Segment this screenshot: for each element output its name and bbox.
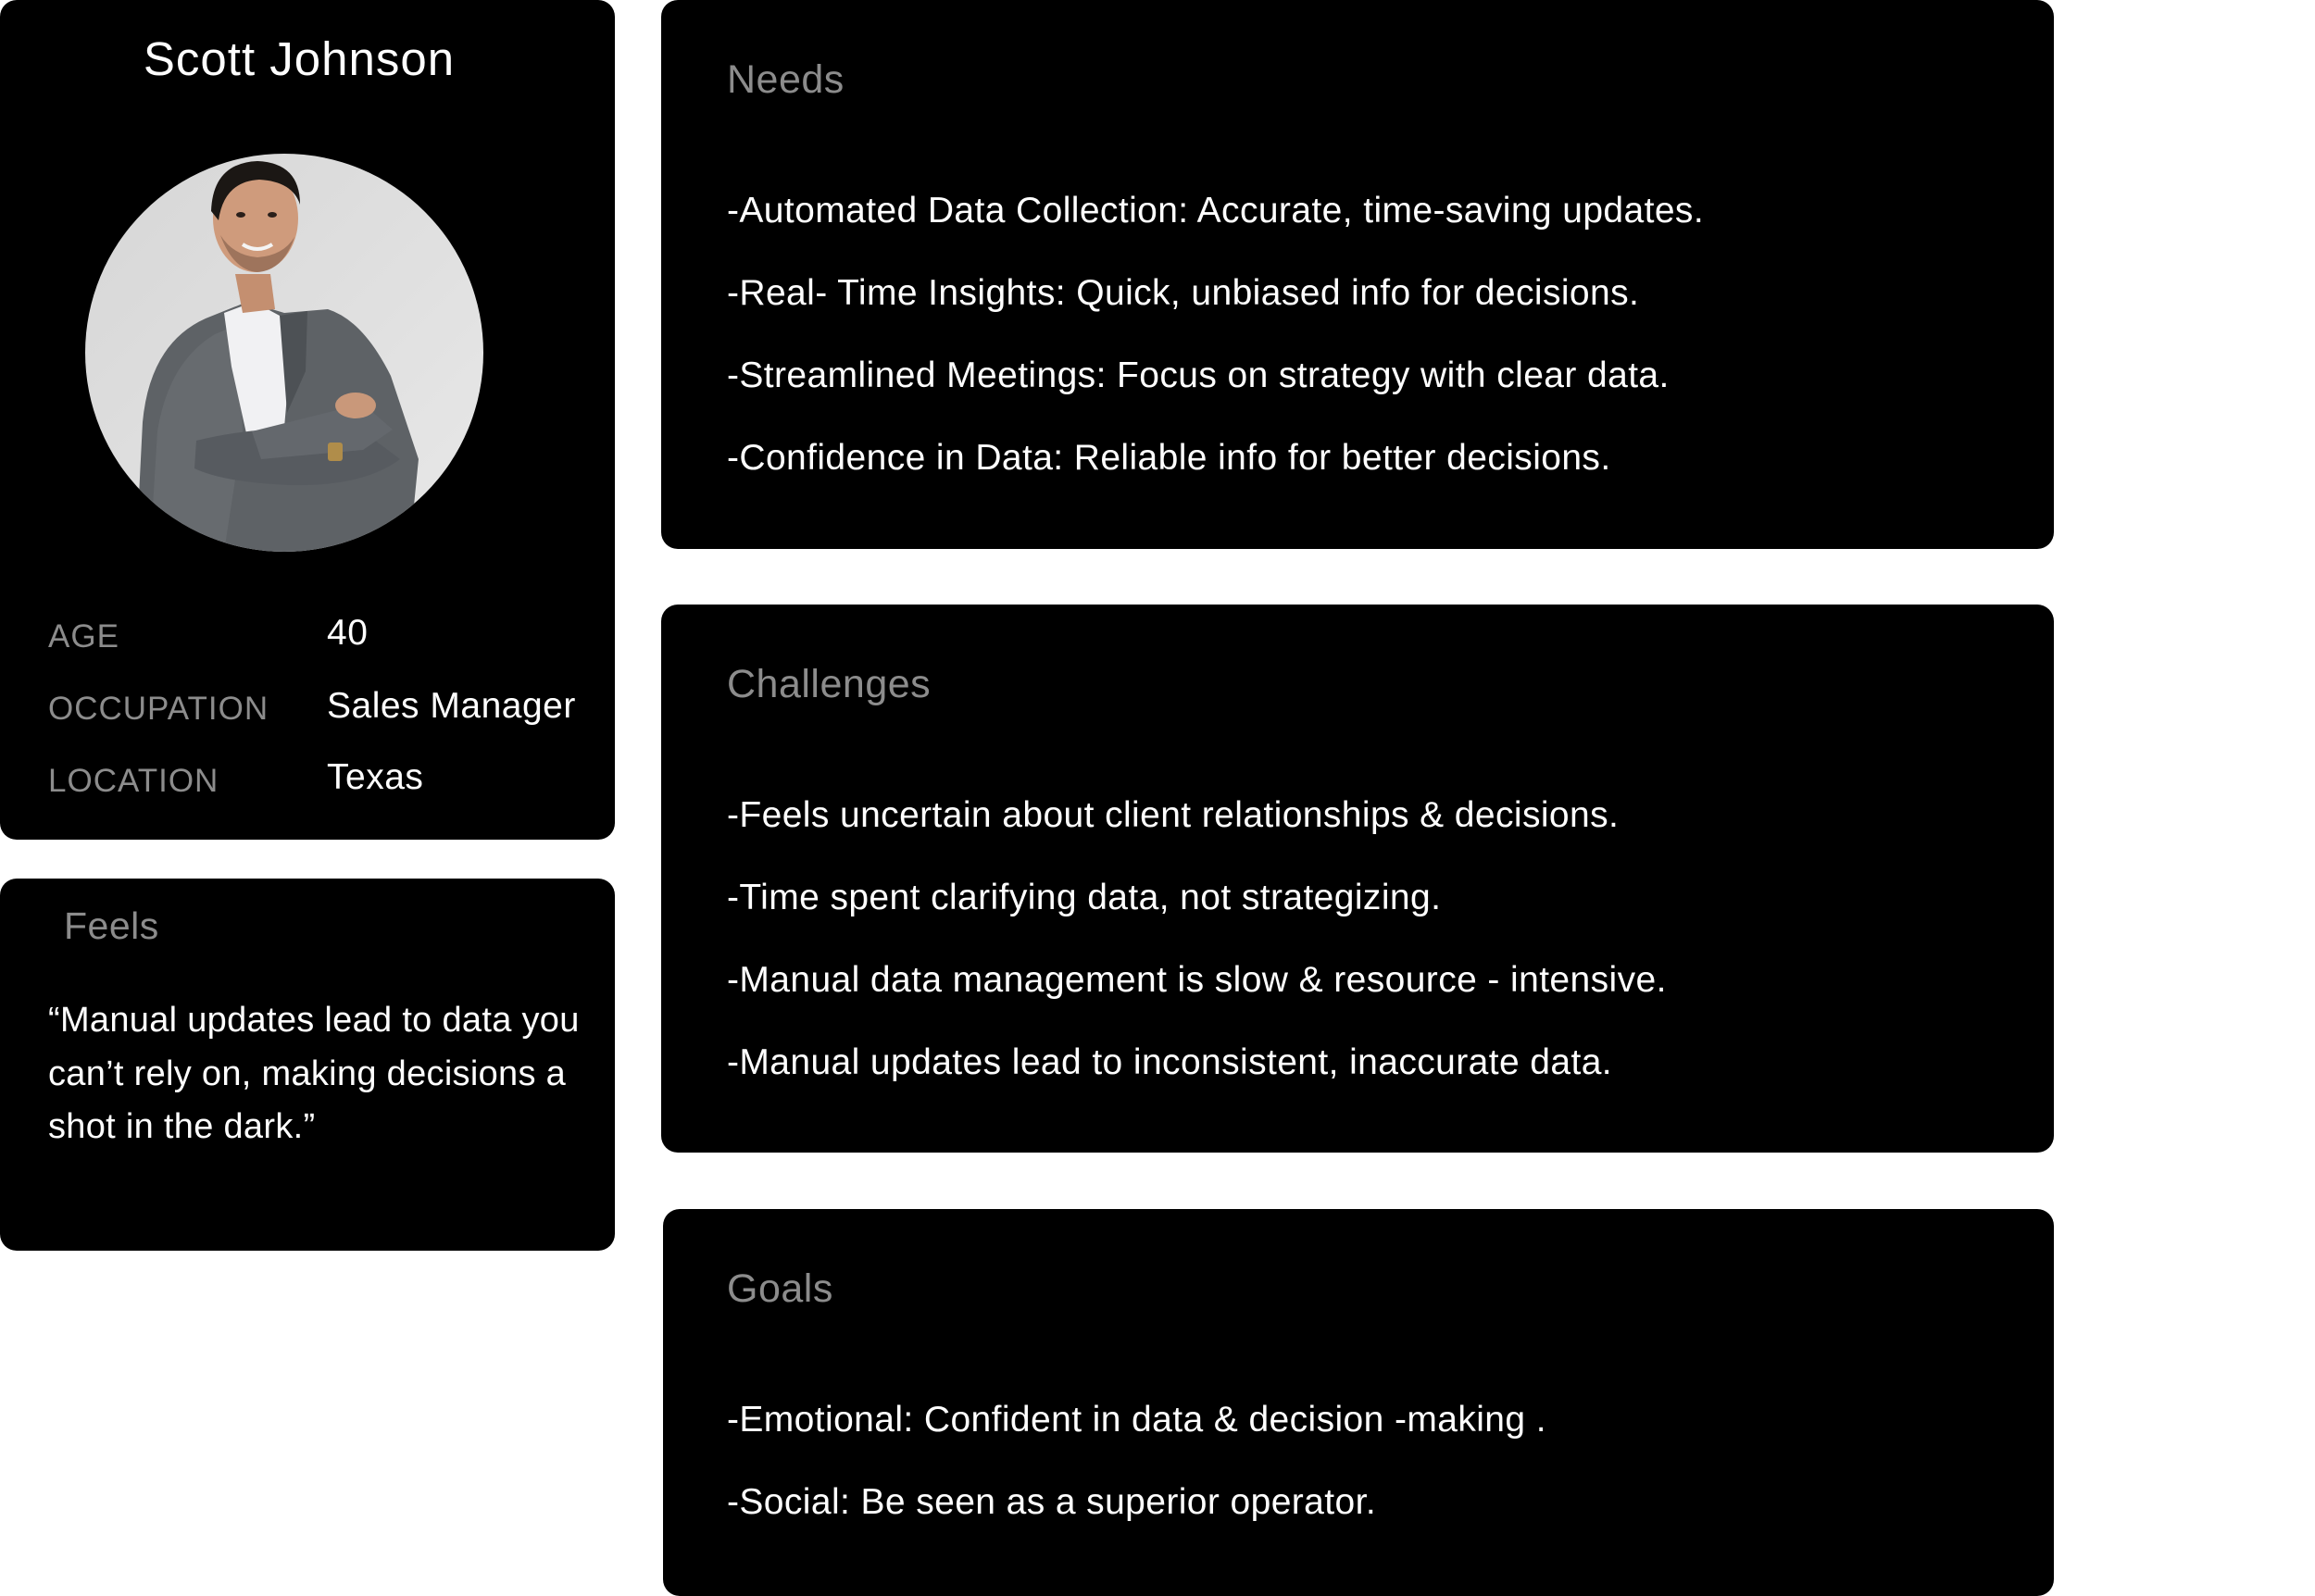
challenges-title: Challenges: [727, 662, 932, 706]
challenges-item: -Manual updates lead to inconsistent, inaccurate data.: [727, 1042, 1613, 1082]
persona-profile-card: [0, 0, 615, 840]
age-value: 40: [327, 613, 369, 653]
feels-title: Feels: [64, 904, 159, 947]
needs-title: Needs: [727, 57, 845, 102]
avatar-photo: [85, 154, 483, 552]
feels-quote: “Manual updates lead to data you can’t rely on, making decisions a shot in the dark.”: [48, 1001, 580, 1146]
location-value: Texas: [327, 757, 424, 797]
goals-title: Goals: [727, 1266, 833, 1311]
challenges-list: [727, 785, 1667, 1115]
goals-list: [727, 1390, 1546, 1554]
goals-item: -Social: Be seen as a superior operator.: [727, 1482, 1377, 1522]
challenges-item: -Feels uncertain about client relationships & decisions.: [727, 795, 1620, 835]
needs-item: -Streamlined Meetings: Focus on strategy with clear data.: [727, 355, 1670, 395]
needs-list: [727, 181, 1704, 510]
challenges-item: -Time spent clarifying data, not strategizing.: [727, 878, 1442, 917]
age-label: AGE: [48, 618, 119, 655]
location-label: LOCATION: [48, 763, 219, 799]
challenges-item: -Manual data management is slow & resource - intensive.: [727, 960, 1667, 1000]
feels-card: [0, 879, 615, 1251]
occupation-label: OCCUPATION: [48, 691, 269, 727]
needs-item: -Real- Time Insights: Quick, unbiased info for decisions.: [727, 273, 1640, 313]
needs-card: [661, 0, 2054, 549]
avatar: [85, 154, 483, 552]
challenges-card: [661, 605, 2054, 1153]
goals-item: -Emotional: Confident in data & decision -making .: [727, 1400, 1546, 1440]
goals-card: [663, 1209, 2054, 1596]
needs-item: -Confidence in Data: Reliable info for better decisions.: [727, 438, 1611, 478]
needs-item: -Automated Data Collection: Accurate, time-saving updates.: [727, 191, 1705, 231]
persona-name: Scott Johnson: [143, 32, 456, 85]
occupation-value: Sales Manager: [327, 686, 576, 726]
